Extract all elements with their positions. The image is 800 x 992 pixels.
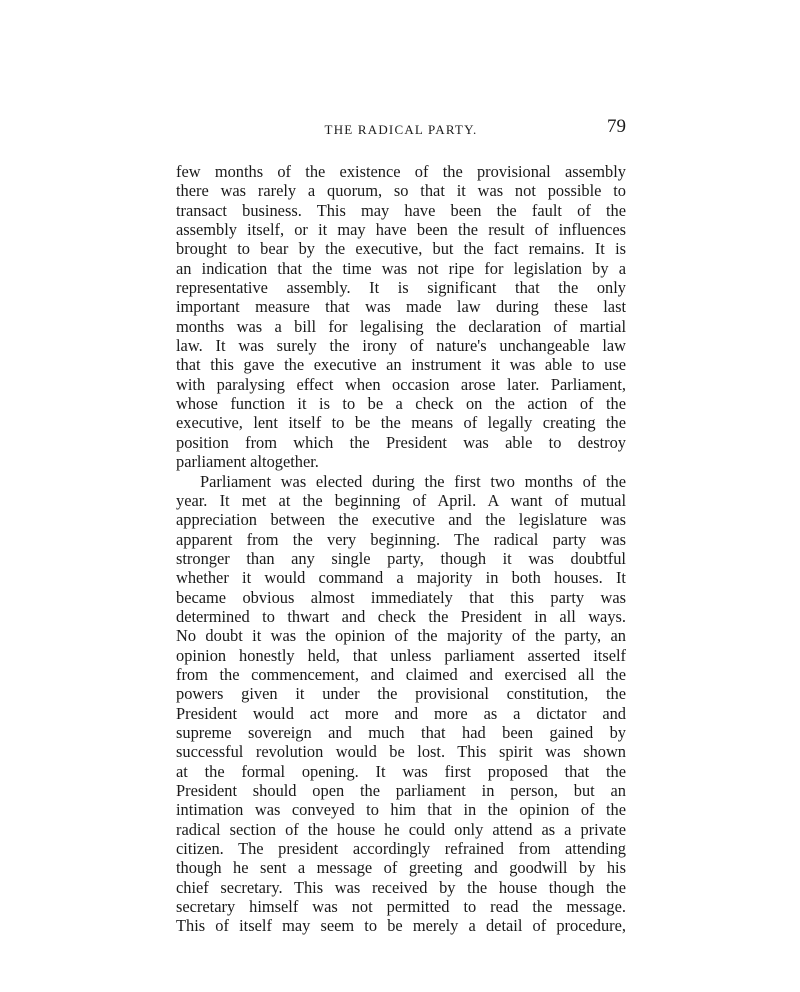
text-line: brought to bear by the executive, but the fact remains. It is bbox=[176, 239, 626, 259]
text-line: from the commencement, and claimed and exercised all the bbox=[176, 664, 626, 684]
paragraph-first-line: Parliament was elected during the first two months of the bbox=[200, 471, 626, 491]
paragraph-end-line: parliament altogether. bbox=[176, 452, 319, 472]
text-line: whose function it is to be a check on the action of the bbox=[176, 394, 626, 414]
text-line: there was rarely a quorum, so that it was not possible to bbox=[176, 181, 626, 201]
text-line: few months of the existence of the provisional assembly bbox=[176, 162, 626, 181]
text-line: assembly itself, or it may have been the result of influences bbox=[176, 220, 626, 240]
text-line: with paralysing effect when occasion arose later. Parliament, bbox=[176, 374, 626, 394]
text-line: This of itself may seem to be merely a detail of procedure, bbox=[176, 916, 626, 936]
text-line: months was a bill for legalising the declaration of martial bbox=[176, 316, 626, 336]
text-line: determined to thwart and check the President in all ways. bbox=[176, 606, 626, 626]
text-line: whether it would command a majority in both houses. It bbox=[176, 568, 626, 588]
text-line: appreciation between the executive and the legislature was bbox=[176, 510, 626, 530]
text-line: secretary himself was not permitted to read the message. bbox=[176, 897, 626, 917]
running-head bbox=[176, 112, 626, 142]
text-line: transact business. This may have been the fault of the bbox=[176, 200, 626, 220]
text-line: an indication that the time was not ripe for legislation by a bbox=[176, 258, 626, 278]
text-line: powers given it under the provisional constitution, the bbox=[176, 684, 626, 704]
text-line: supreme sovereign and much that had been gained by bbox=[176, 722, 626, 742]
text-line: year. It met at the beginning of April. A want of mutual bbox=[176, 490, 626, 510]
text-line: though he sent a message of greeting and goodwill by his bbox=[176, 858, 626, 878]
text-line: apparent from the very beginning. The radical party was bbox=[176, 529, 626, 549]
text-line: position from which the President was able to destroy bbox=[176, 432, 626, 452]
text-line: President should open the parliament in person, but an bbox=[176, 781, 626, 800]
text-line: stronger than any single party, though it was doubtful bbox=[176, 548, 626, 568]
body-text bbox=[176, 162, 626, 936]
text-line: President would act more and more as a dictator and bbox=[176, 703, 626, 723]
running-title: THE RADICAL PARTY. bbox=[324, 122, 478, 137]
text-line: representative assembly. It is significant that the only bbox=[176, 278, 626, 298]
text-line: important measure that was made law during these last bbox=[176, 297, 626, 317]
text-line: intimation was conveyed to him that in the opinion of the bbox=[176, 800, 626, 820]
text-line: law. It was surely the irony of nature's unchangeable law bbox=[176, 336, 626, 356]
text-line: radical section of the house he could only attend as a private bbox=[176, 819, 626, 839]
text-line: successful revolution would be lost. This spirit was shown bbox=[176, 742, 626, 762]
text-line: No doubt it was the opinion of the majority of the party, an bbox=[176, 626, 626, 646]
text-line: at the formal opening. It was first proposed that the bbox=[176, 761, 626, 781]
text-line: executive, lent itself to be the means of legally creating the bbox=[176, 413, 626, 433]
text-line: that this gave the executive an instrument it was able to use bbox=[176, 355, 626, 375]
page-number: 79 bbox=[607, 116, 626, 137]
text-line: opinion honestly held, that unless parliament asserted itself bbox=[176, 645, 626, 665]
text-line: became obvious almost immediately that this party was bbox=[176, 587, 626, 607]
text-line: citizen. The president accordingly refrained from attending bbox=[176, 839, 626, 859]
text-line: chief secretary. This was received by the house though the bbox=[176, 877, 626, 897]
